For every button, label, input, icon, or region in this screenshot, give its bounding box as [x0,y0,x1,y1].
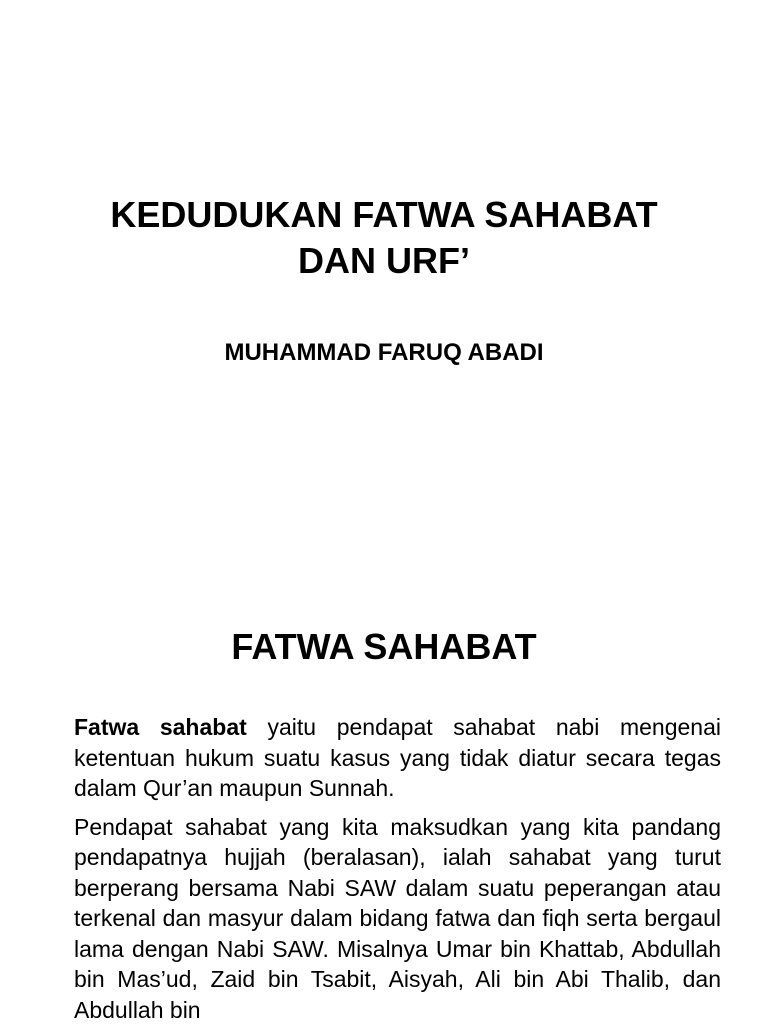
lead-term: Fatwa sahabat [74,714,247,740]
paragraph-definition [74,712,721,804]
author-name: MUHAMMAD FARUQ ABADI [224,339,544,366]
title-line-1: KEDUDUKAN FATWA SAHABAT [110,194,658,235]
presentation-title [60,192,708,284]
body-text [74,712,721,1024]
content-slide [0,576,768,1024]
definition-text: yaitu pendapat sahabat nabi mengenai ketentuan hukum suatu kasus yang tidak diatur secara tegas dalam Qur’an maupun Sunnah. [74,714,721,801]
section-title: FATWA SAHABAT [231,626,537,667]
paragraph-explanation: Pendapat sahabat yang kita maksudkan yang kita pandang pendapatnya hujjah (beralasan), ialah sahabat yang turut berperang bersama Nabi SAW dalam suatu peperangan atau terkenal dan masyur dalam bidang fatwa dan fiqh serta bergaul lama dengan Nabi SAW. Misalnya Umar bin Khattab, Abdullah bin Mas’ud, Zaid bin Tsabit, Aisyah, Ali bin Abi Thalib, dan Abdullah bin [74,813,721,1023]
title-line-2: DAN URF’ [298,240,470,281]
